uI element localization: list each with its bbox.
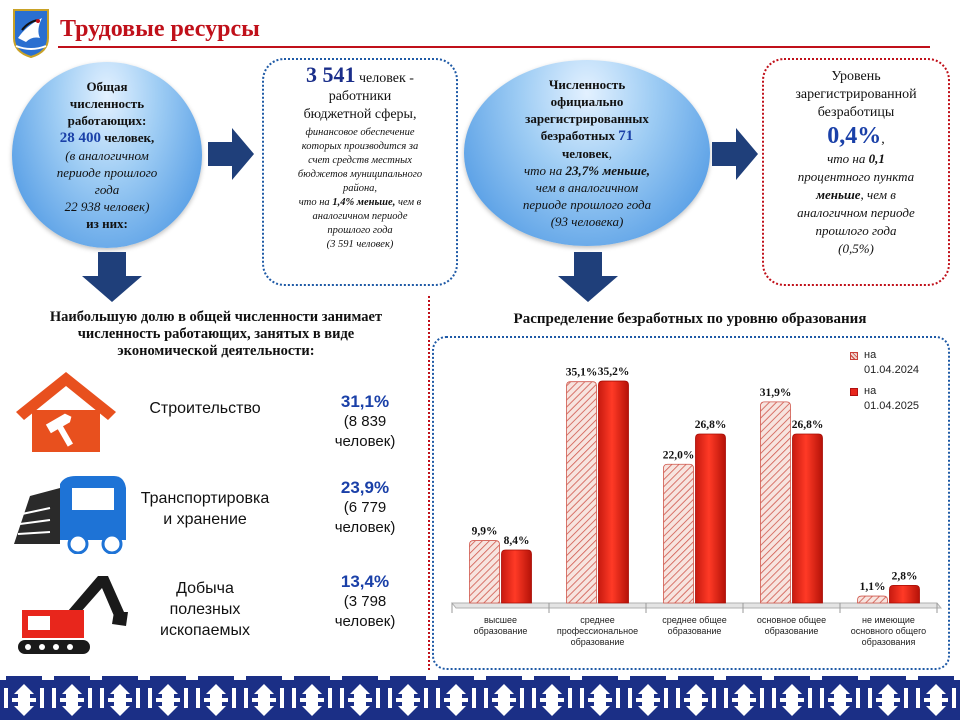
unemployed-cmp3: периоде прошлого года	[522, 197, 652, 212]
unemployed-line4: безработных	[540, 128, 619, 143]
employed-line3: работающих:	[67, 113, 147, 128]
budget-note2: которых производится за	[301, 141, 419, 152]
budget-line3: бюджетной сферы,	[303, 107, 417, 122]
employed-prev4: 22 938 человек)	[64, 199, 150, 214]
sector-name-mining	[130, 578, 280, 641]
sector-mining-label1: Добыча	[176, 580, 234, 597]
sector-value-transport	[320, 478, 410, 538]
rate-cmp6: (0,5%)	[838, 241, 874, 256]
arrow-down-icon	[80, 252, 144, 302]
unemployed-line1: Численность	[548, 77, 626, 92]
house-hammer-icon	[14, 368, 118, 454]
data-label-2025: 26,8%	[694, 419, 727, 432]
x-tick-label: высшее	[484, 615, 517, 625]
employed-number: 28 400	[59, 130, 101, 146]
x-tick-label: не имеющие	[862, 615, 915, 625]
legend-2024-line1: на	[864, 349, 877, 361]
sector-value-mining	[320, 572, 410, 632]
data-label-2024: 22,0%	[662, 449, 695, 462]
employed-prev2: периоде прошлого	[56, 165, 158, 180]
rate-cmp5: прошлого года	[815, 223, 897, 238]
data-label-2025: 35,2%	[597, 366, 630, 379]
sector-mining-pct: 13,4%	[340, 572, 390, 591]
x-tick-label: образование	[667, 626, 722, 636]
unemployed-cmp-bold: 23,7% меньше,	[565, 163, 651, 178]
unemployed-number: 71	[618, 128, 634, 144]
bar-2025	[890, 585, 920, 603]
excavator-icon	[12, 568, 132, 658]
budget-workers-box	[262, 58, 458, 286]
unemployed-cmp4: (93 человека)	[550, 214, 624, 229]
coat-of-arms-icon	[12, 8, 50, 58]
x-tick-label: среднее	[580, 615, 615, 625]
employed-line2: численность	[69, 96, 145, 111]
sector-construction-count: (8 839	[343, 413, 387, 430]
rate-cmp-pre: что на	[827, 151, 869, 166]
sector-transport-count: (6 779	[343, 499, 387, 516]
employed-unit: человек,	[100, 130, 155, 145]
chart-title: Распределение безработных по уровню образования	[513, 311, 867, 327]
sector-construction-unit: человек)	[334, 433, 396, 450]
x-tick-label: образование	[570, 637, 625, 647]
budget-cmp4: (3 591 человек)	[326, 239, 394, 250]
data-label-2024: 35,1%	[565, 366, 598, 379]
x-tick-label: образования	[861, 637, 916, 647]
x-tick-label: образование	[764, 626, 819, 636]
sector-title-line3: экономической деятельности:	[117, 343, 315, 359]
sector-name-construction	[130, 398, 280, 419]
rate-cmp-bold: 0,1	[868, 151, 885, 166]
rate-cmp3-post: , чем в	[860, 187, 896, 202]
data-label-2025: 2,8%	[891, 570, 918, 583]
employed-total-oval	[12, 62, 202, 248]
bar-2024	[567, 382, 597, 603]
sector-transport-label2: и хранение	[163, 511, 247, 528]
footer-ornament	[0, 676, 960, 720]
budget-cmp-pre: что на	[298, 197, 333, 208]
unemployed-line5-tail: ,	[608, 146, 613, 161]
bar-2024	[470, 541, 500, 603]
sector-title-line2: численность работающих, занятых в виде	[77, 326, 355, 342]
sector-construction-label: Строительство	[149, 400, 261, 417]
unemployed-line2: официально	[550, 94, 624, 109]
rate-value: 0,4%	[827, 123, 882, 149]
employed-line1: Общая	[86, 79, 128, 94]
unemployed-oval	[464, 60, 710, 246]
budget-cmp-post: чем в	[395, 197, 422, 208]
sector-section-title	[10, 309, 422, 360]
sector-mining-label3: ископаемых	[160, 622, 250, 639]
legend-swatch-2025	[850, 388, 858, 396]
chart-legend	[850, 348, 919, 420]
sector-mining-unit: человек)	[334, 613, 396, 630]
sector-transport-unit: человек)	[334, 519, 396, 536]
bar-2025	[502, 550, 532, 603]
x-tick-label: основного общего	[850, 626, 927, 636]
budget-note1: финансовое обеспечение	[305, 127, 415, 138]
rate-cmp4: аналогичном периоде	[797, 205, 915, 220]
budget-note4: бюджетов муниципального	[297, 169, 423, 180]
legend-2025-line1: на	[864, 385, 877, 397]
budget-unit: человек -	[355, 71, 414, 86]
sector-mining-label2: полезных	[169, 601, 241, 618]
rate-line1: Уровень	[831, 69, 881, 84]
legend-item-2024	[850, 348, 919, 378]
sector-transport-pct: 23,9%	[340, 478, 390, 497]
arrow-right-icon	[712, 126, 760, 182]
arrow-down-icon	[556, 252, 620, 302]
legend-swatch-2024	[850, 352, 858, 360]
data-label-2024: 31,9%	[759, 386, 792, 399]
unemployment-rate-box	[762, 58, 950, 286]
unemployed-line3: зарегистрированных	[525, 111, 649, 126]
x-tick-label: профессиональное	[556, 626, 639, 636]
unemployed-cmp2: чем в аналогичном	[535, 180, 639, 195]
section-divider	[428, 296, 430, 670]
sector-transport-label1: Транспортировка	[140, 490, 270, 507]
rate-line2: зарегистрированной	[795, 87, 917, 102]
rate-value-tail: ,	[881, 132, 885, 147]
budget-note3: счет средств местных	[308, 155, 412, 166]
budget-number: 3 541	[306, 62, 356, 87]
unemployed-line5: человек	[561, 146, 609, 161]
sector-name-transport	[130, 488, 280, 530]
sector-title-line1: Наибольшую долю в общей численности занимает	[49, 309, 383, 325]
unemployed-cmp-pre: что на	[523, 163, 566, 178]
legend-2024-line2: 01.04.2024	[864, 364, 920, 376]
bar-2025	[696, 434, 726, 603]
budget-note5: района,	[342, 183, 378, 194]
data-label-2024: 1,1%	[859, 581, 886, 594]
title-underline	[58, 46, 930, 48]
data-label-2025: 26,8%	[791, 419, 824, 432]
budget-cmp-bold: 1,4% меньше,	[332, 197, 396, 208]
sector-construction-pct: 31,1%	[340, 392, 390, 411]
budget-cmp2: аналогичном периоде	[312, 211, 408, 222]
bar-2024	[858, 596, 888, 603]
bar-2025	[793, 434, 823, 603]
employed-prev3: года	[94, 182, 120, 197]
bar-2024	[761, 402, 791, 603]
sector-value-construction	[320, 392, 410, 452]
truck-icon	[10, 474, 128, 554]
data-label-2025: 8,4%	[503, 535, 530, 548]
employed-tail: из них:	[86, 216, 128, 231]
bar-2024	[664, 464, 694, 603]
legend-item-2025	[850, 384, 919, 414]
rate-line3: безработицы	[817, 105, 895, 120]
ornament-pattern-icon	[0, 676, 960, 720]
rate-cmp3-bold: меньше	[816, 187, 861, 202]
arrow-right-icon	[208, 126, 256, 182]
x-tick-label: среднее общее	[662, 615, 727, 625]
rate-cmp2: процентного пункта	[797, 169, 915, 184]
budget-line2: работники	[328, 89, 392, 104]
page-title: Трудовые ресурсы	[60, 16, 260, 42]
bar-2025	[599, 381, 629, 603]
x-tick-label: образование	[473, 626, 528, 636]
sector-mining-count: (3 798	[343, 593, 387, 610]
legend-2025-line2: 01.04.2025	[864, 400, 920, 412]
data-label-2024: 9,9%	[471, 525, 498, 538]
employed-prev1: (в аналогичном	[65, 148, 149, 163]
chart-floor	[452, 603, 941, 608]
budget-cmp3: прошлого года	[327, 225, 393, 236]
x-tick-label: основное общее	[756, 615, 827, 625]
